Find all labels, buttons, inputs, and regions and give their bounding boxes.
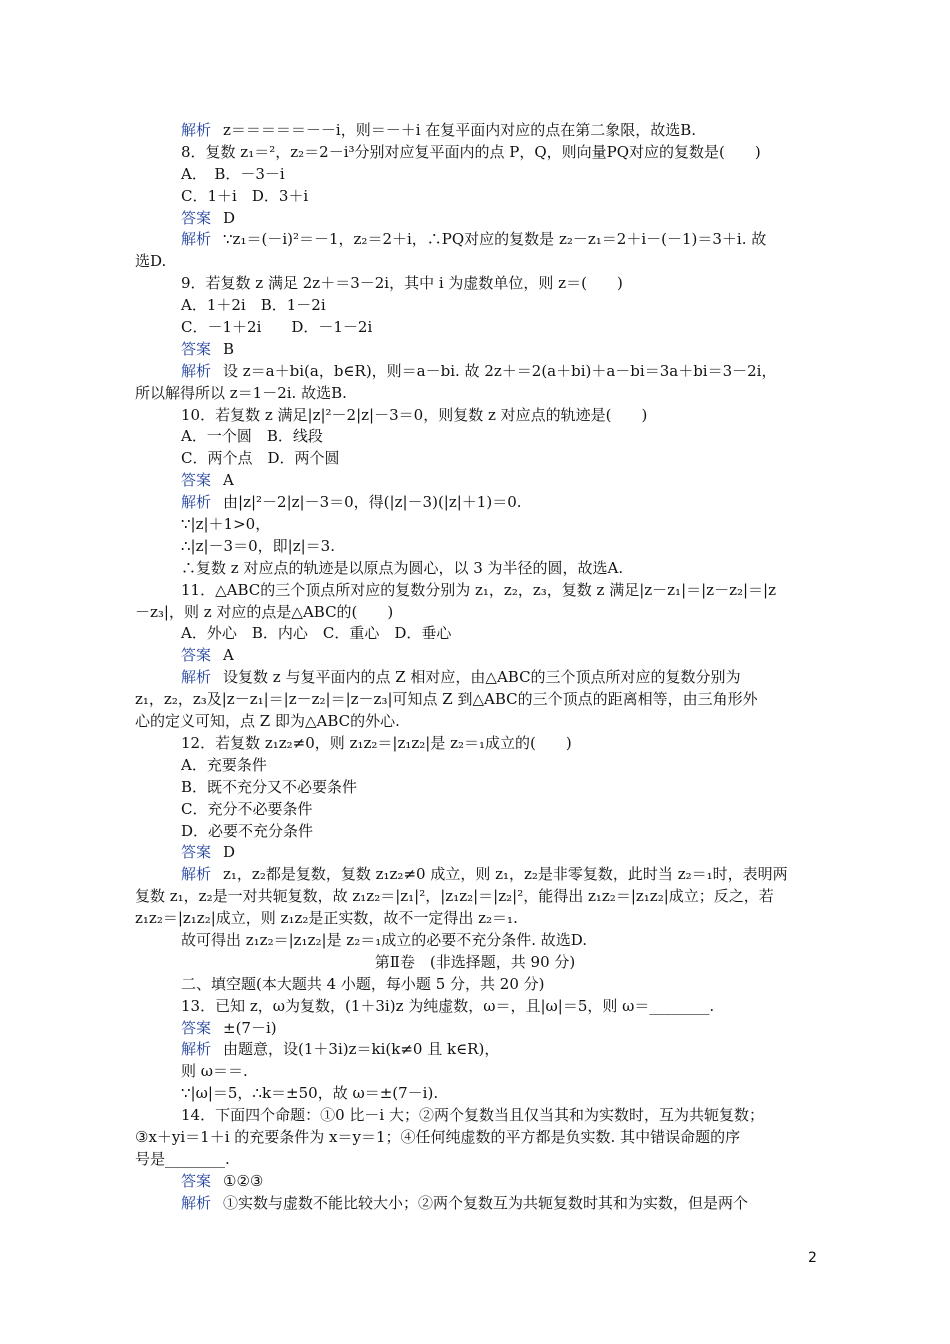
document-body bbox=[135, 120, 815, 1215]
answer-label: 解析 bbox=[181, 121, 212, 139]
line-text: C．－1＋2i D．－1－2i bbox=[181, 318, 373, 337]
line-text: 设复数 z 与复平面内的点 Z 相对应，由△ABC的三个顶点所对应的复数分别为 bbox=[223, 668, 741, 687]
line-text: A．外心 B．内心 C．重心 D．垂心 bbox=[181, 624, 452, 643]
text-line bbox=[135, 623, 815, 645]
answer-label: 解析 bbox=[181, 1040, 212, 1059]
line-text: A．充要条件 bbox=[181, 755, 267, 774]
text-line bbox=[135, 974, 815, 996]
text-line bbox=[135, 164, 815, 186]
answer-label: 答案 bbox=[181, 646, 212, 665]
line-text: ±(7－i) bbox=[223, 1018, 277, 1037]
text-line bbox=[135, 645, 815, 667]
text-line bbox=[135, 514, 815, 536]
line-text: D bbox=[223, 843, 236, 862]
answer-label: 答案 bbox=[181, 471, 212, 490]
line-text: D．必要不充分条件 bbox=[181, 821, 314, 840]
text-line bbox=[135, 1193, 815, 1215]
text-line bbox=[135, 1105, 815, 1127]
line-text: B．既不充分又不必要条件 bbox=[181, 777, 358, 796]
text-line bbox=[135, 667, 815, 689]
line-text: ①实数与虚数不能比较大小；②两个复数互为共轭复数时其和为实数，但是两个 bbox=[223, 1193, 749, 1212]
text-line bbox=[135, 448, 815, 470]
text-line bbox=[135, 208, 815, 230]
line-text: 选D. bbox=[135, 252, 167, 271]
text-line bbox=[135, 777, 815, 799]
line-text: A．1＋2i B．1－2i bbox=[181, 296, 326, 315]
line-text: 14．下面四个命题：①0 比－i 大；②两个复数当且仅当其和为实数时，互为共轭复数； bbox=[181, 1106, 764, 1125]
answer-label: 答案 bbox=[181, 208, 212, 227]
line-text: 心的定义可知，点 Z 即为△ABC的外心. bbox=[135, 712, 400, 731]
text-line bbox=[135, 142, 815, 164]
text-line bbox=[135, 1083, 815, 1105]
line-text: 故可得出 z₁z₂＝|z₁z₂|是 z₂＝₁成立的必要不充分条件. 故选D. bbox=[181, 930, 588, 949]
line-text: 13．已知 z，ω为复数，(1＋3i)z 为纯虚数，ω＝，且|ω|＝5，则 ω＝________. bbox=[181, 996, 715, 1015]
line-text: B bbox=[223, 339, 235, 358]
text-line bbox=[135, 908, 815, 930]
text-line bbox=[135, 120, 815, 142]
text-line bbox=[135, 996, 815, 1018]
line-text: C．1＋i D．3＋i bbox=[181, 186, 309, 205]
line-text: 由|z|²－2|z|－3＝0，得(|z|－3)(|z|＋1)＝0. bbox=[223, 493, 522, 512]
text-line bbox=[135, 361, 815, 383]
line-text: z₁，z₂，z₃及|z－z₁|＝|z－z₂|＝|z－z₃|可知点 Z 到△ABC的三个顶点的距离相等，由三角形外 bbox=[135, 690, 758, 709]
answer-label: 解析 bbox=[181, 865, 212, 884]
text-line bbox=[135, 470, 815, 492]
line-text: C．充分不必要条件 bbox=[181, 799, 313, 818]
text-line bbox=[135, 558, 815, 580]
text-line bbox=[135, 273, 815, 295]
line-text: ∵z₁＝(－i)²＝－1，z₂＝2＋i，∴PQ对应的复数是 z₂－z₁＝2＋i－(－1)＝3＋i. 故 bbox=[223, 230, 767, 249]
text-line bbox=[135, 339, 815, 361]
text-line bbox=[135, 492, 815, 514]
text-line bbox=[135, 1127, 815, 1149]
line-text: 9．若复数 z 满足 2z＋＝3－2i，其中 i 为虚数单位，则 z＝( ) bbox=[181, 274, 623, 293]
answer-label: 解析 bbox=[181, 230, 212, 249]
text-line bbox=[135, 821, 815, 843]
answer-label: 答案 bbox=[181, 1171, 212, 1190]
line-text: 10．若复数 z 满足|z|²－2|z|－3＝0，则复数 z 对应点的轨迹是( ) bbox=[181, 405, 648, 424]
answer-label: 解析 bbox=[181, 1193, 212, 1212]
line-text: ③x＋yi＝1＋i 的充要条件为 x＝y＝1；④任何纯虚数的平方都是负实数. 其中错误命题的序 bbox=[135, 1127, 741, 1146]
text-line bbox=[135, 842, 815, 864]
answer-label: 答案 bbox=[181, 1018, 212, 1037]
text-line bbox=[135, 383, 815, 405]
text-line bbox=[135, 1018, 815, 1040]
line-text: A bbox=[223, 646, 234, 665]
line-text: z₁z₂＝|z₁z₂|成立，则 z₁z₂是正实数，故不一定得出 z₂＝₁. bbox=[135, 909, 518, 928]
line-text: C．两个点 D．两个圆 bbox=[181, 449, 340, 468]
line-text: 二、填空题(本大题共 4 小题，每小题 5 分，共 20 分) bbox=[181, 974, 545, 993]
text-line bbox=[135, 405, 815, 427]
line-text: 第Ⅱ卷 (非选择题，共 90 分) bbox=[374, 952, 576, 971]
answer-label: 答案 bbox=[181, 339, 212, 358]
text-line bbox=[135, 1061, 815, 1083]
line-text: A．一个圆 B．线段 bbox=[181, 427, 323, 446]
line-text: 由题意，设(1＋3i)z＝ki(k≠0 且 k∈R)， bbox=[223, 1040, 500, 1059]
answer-label: 答案 bbox=[181, 843, 212, 862]
text-line bbox=[135, 886, 815, 908]
line-text: ∴|z|－3＝0，即|z|＝3. bbox=[181, 536, 335, 555]
text-line bbox=[135, 1171, 815, 1193]
text-line bbox=[135, 602, 815, 624]
answer-label: 解析 bbox=[181, 668, 212, 687]
line-text: 所以解得所以 z＝1－2i. 故选B. bbox=[135, 383, 347, 402]
line-text: ∵|ω|＝5，∴k＝±50，故 ω＝±(7－i). bbox=[181, 1084, 439, 1103]
line-text: z＝＝＝＝＝－－i，则＝－＋i 在复平面内对应的点在第二象限，故选B. bbox=[223, 121, 697, 139]
text-line bbox=[135, 426, 815, 448]
answer-label: 解析 bbox=[181, 493, 212, 512]
text-line bbox=[135, 689, 815, 711]
line-text: 8．复数 z₁＝²，z₂＝2－i³分别对应复平面内的点 P，Q，则向量PQ对应的复数是( ) bbox=[181, 142, 761, 161]
line-text: 则 ω＝＝. bbox=[181, 1062, 248, 1081]
line-text: 11．△ABC的三个顶点所对应的复数分别为 z₁，z₂，z₃，复数 z 满足|z－z₁|＝|z－z₂|＝|z bbox=[181, 580, 777, 599]
answer-label: 解析 bbox=[181, 361, 212, 380]
text-line bbox=[135, 317, 815, 339]
line-text: ∵|z|＋1>0， bbox=[181, 515, 271, 534]
line-text: 设 z＝a＋bi(a，b∈R)，则＝a－bi. 故 2z＋＝2(a＋bi)＋a－bi＝3a＋bi＝3－2i， bbox=[223, 361, 777, 380]
text-line bbox=[135, 251, 815, 273]
text-line bbox=[135, 295, 815, 317]
text-line bbox=[135, 536, 815, 558]
text-line bbox=[135, 1149, 815, 1171]
text-line bbox=[135, 1039, 815, 1061]
line-text: ①②③ bbox=[223, 1171, 264, 1190]
line-text: ∴复数 z 对应点的轨迹是以原点为圆心，以 3 为半径的圆，故选A. bbox=[181, 558, 624, 577]
text-line bbox=[135, 186, 815, 208]
line-text: 12．若复数 z₁z₂≠0，则 z₁z₂＝|z₁z₂|是 z₂＝₁成立的( ) bbox=[181, 733, 572, 752]
text-line bbox=[135, 711, 815, 733]
line-text: z₁，z₂都是复数，复数 z₁z₂≠0 成立，则 z₁，z₂是非零复数，此时当 z₂＝₁时，表明两 bbox=[223, 865, 788, 884]
text-line bbox=[135, 952, 815, 974]
page-number: 2 bbox=[808, 1250, 817, 1266]
text-line bbox=[135, 733, 815, 755]
line-text: 号是________. bbox=[135, 1149, 230, 1168]
text-line bbox=[135, 930, 815, 952]
line-text: 复数 z₁，z₂是一对共轭复数，故 z₁z₂＝|z₁|²，|z₁z₂|＝|z₂|²，能得出 z₁z₂＝|z₁z₂|成立；反之，若 bbox=[135, 887, 774, 906]
text-line bbox=[135, 580, 815, 602]
text-line bbox=[135, 864, 815, 886]
line-text: A bbox=[223, 471, 234, 490]
line-text: D bbox=[223, 208, 236, 227]
line-text: A． B．－3－i bbox=[181, 164, 285, 183]
text-line bbox=[135, 229, 815, 251]
text-line bbox=[135, 799, 815, 821]
text-line bbox=[135, 755, 815, 777]
line-text: －z₃|，则 z 对应的点是△ABC的( ) bbox=[135, 602, 394, 621]
